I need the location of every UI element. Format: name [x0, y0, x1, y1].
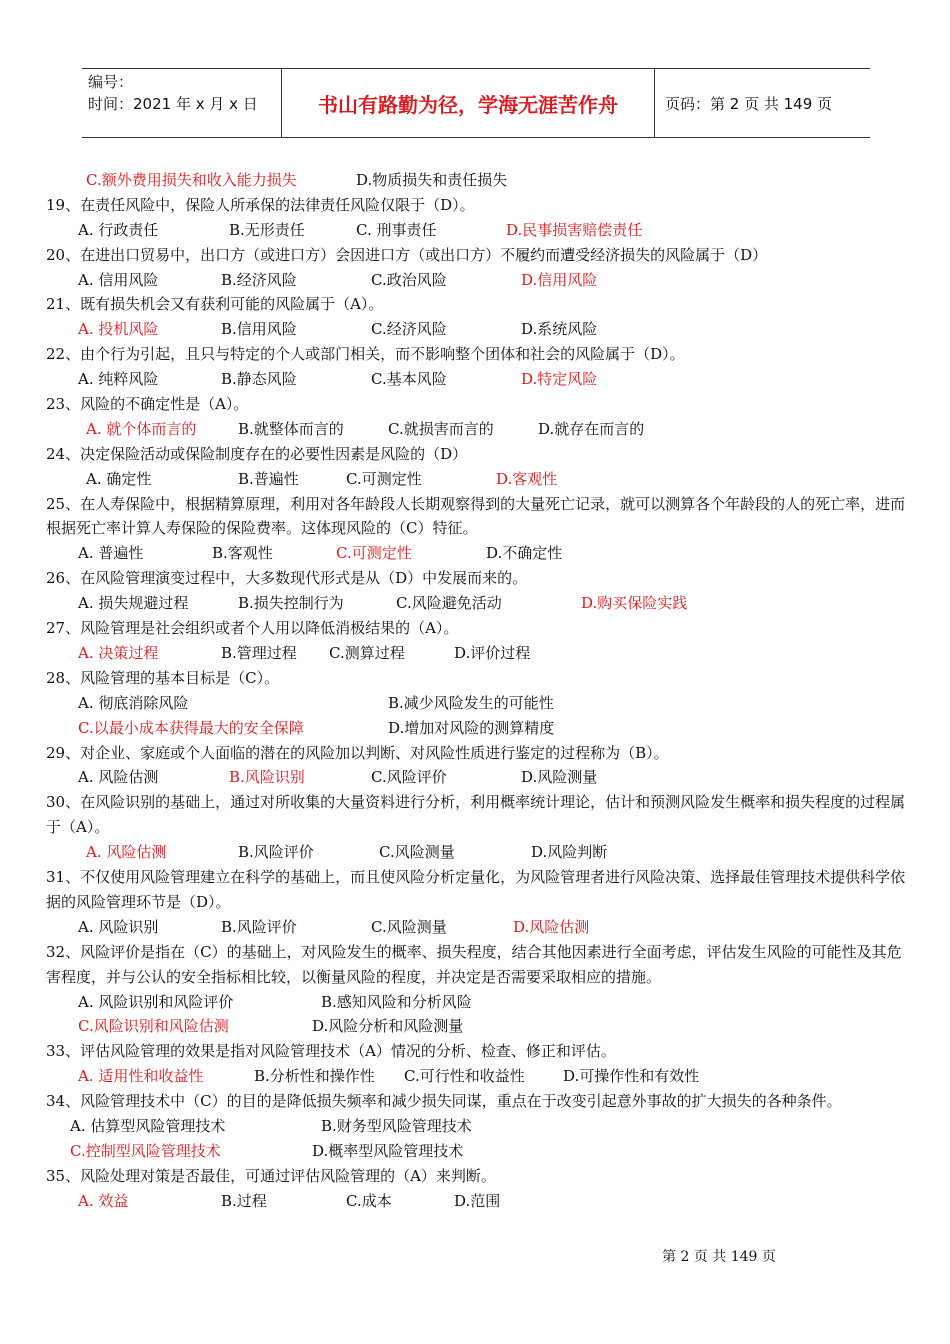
answer-option: A. 风险估测	[78, 768, 159, 787]
answer-option: A. 风险识别和风险评价	[78, 992, 234, 1011]
correct-answer-option: C.以最小成本获得最大的安全保障	[78, 718, 304, 737]
answer-option: B.风险评价	[221, 917, 297, 936]
number-label: 编号：	[88, 73, 134, 91]
answer-option: C.经济风险	[371, 320, 447, 339]
answer-option: B.管理过程	[221, 643, 297, 662]
answer-option: A. 纯粹风险	[78, 370, 159, 389]
answer-options-row	[46, 840, 908, 865]
answer-option: D.范围	[454, 1191, 501, 1210]
answer-option: C.可行性和收益性	[404, 1067, 525, 1086]
answer-option: D.风险测量	[521, 768, 598, 787]
answer-option: C.基本风险	[371, 370, 447, 389]
answer-options-row	[46, 1064, 908, 1089]
answer-options-row	[46, 765, 908, 790]
question-text: 26、在风险管理演变过程中，大多数现代形式是从（D）中发展而来的。	[46, 569, 528, 588]
answer-option: C.政治风险	[371, 270, 447, 289]
question-text: 35、风险处理对策是否最佳，可通过评估风险管理的（A）来判断。	[46, 1166, 496, 1185]
answer-option: C.可测定性	[346, 469, 422, 488]
answer-option: B.静态风险	[221, 370, 297, 389]
answer-option: D.不确定性	[486, 544, 563, 563]
correct-answer-option: A. 适用性和收益性	[78, 1067, 204, 1086]
answer-option: B.经济风险	[221, 270, 297, 289]
correct-answer-option: D.特定风险	[521, 370, 598, 389]
page-header	[82, 68, 870, 138]
answer-option: B.信用风险	[221, 320, 297, 339]
correct-answer-option: D.风险估测	[513, 917, 590, 936]
answer-options-row	[46, 541, 908, 566]
answer-options-row	[46, 716, 908, 741]
question-text: 22、由个行为引起，且只与特定的个人或部门相关，而不影响整个团体和社会的风险属于（D）。	[46, 345, 685, 364]
question-text: 32、风险评价是指在（C）的基础上，对风险发生的概率、损失程度，结合其他因素进行全面考虑，评估发生风险的可能性及其危害程度，并与公认的安全指标相比较，以衡量风险的程度，并决定是否需要采取相应的措施。	[46, 942, 902, 986]
answer-option: A. 行政责任	[78, 220, 159, 239]
answer-options-row	[46, 218, 908, 243]
correct-answer-option: A. 就个体而言的	[86, 419, 197, 438]
correct-answer-option: A. 风险估测	[86, 843, 167, 862]
correct-answer-option: C.可测定性	[336, 544, 412, 563]
question-text: 29、对企业、家庭或个人面临的潜在的风险加以判断、对风险性质进行鉴定的过程称为（B）。	[46, 743, 669, 762]
answer-option: B.就整体而言的	[238, 419, 344, 438]
answer-options-row	[46, 1014, 908, 1039]
answer-option: B.减少风险发生的可能性	[388, 693, 554, 712]
correct-answer-option: D.客观性	[496, 469, 558, 488]
question-text: 31、不仅使用风险管理建立在科学的基础上，而且使风险分析定量化，为风险管理者进行风险决策、选择最佳管理技术提供科学依据的风险管理环节是（D）。	[46, 868, 906, 911]
answer-options-row	[46, 467, 908, 492]
correct-answer-option: D.民事损害赔偿责任	[506, 220, 643, 239]
header-motto: 书山有路勤为径，学海无涯苦作舟	[282, 69, 655, 137]
answer-option: D.风险分析和风险测量	[312, 1017, 464, 1036]
answer-option: A. 确定性	[86, 469, 152, 488]
answer-options-row	[46, 915, 908, 940]
question-text: 34、风险管理技术中（C）的目的是降低损失频率和减少损失同谋，重点在于改变引起意外事故的扩大损失的各种条件。	[46, 1092, 842, 1111]
answer-option: D.就存在而言的	[538, 419, 645, 438]
correct-answer-option: A. 决策过程	[78, 643, 159, 662]
correct-answer-option: D.购买保险实践	[581, 594, 688, 613]
answer-option: B.财务型风险管理技术	[321, 1116, 472, 1135]
answer-option: C.风险测量	[371, 917, 447, 936]
answer-options-row	[46, 417, 908, 442]
answer-option: C.风险测量	[379, 843, 455, 862]
question-text: 19、在责任风险中，保险人所承保的法律责任风险仅限于（D）。	[46, 195, 475, 214]
answer-options-row	[46, 367, 908, 392]
answer-option: D.可操作性和有效性	[563, 1067, 700, 1086]
question-text: 23、风险的不确定性是（A）。	[46, 395, 249, 414]
answer-options-row	[46, 317, 908, 342]
answer-options-row	[46, 691, 908, 716]
correct-answer-option: C.风险识别和风险估测	[78, 1017, 229, 1036]
question-list	[46, 168, 908, 1214]
answer-option: C.测算过程	[329, 643, 405, 662]
answer-option: A. 损失规避过程	[78, 594, 189, 613]
header-page-label: 页码：第 2 页 共 149 页	[665, 94, 833, 113]
answer-option: D.评价过程	[454, 643, 531, 662]
answer-option: B.过程	[221, 1191, 267, 1210]
answer-option: B.风险评价	[238, 843, 314, 862]
answer-option: A. 估算型风险管理技术	[70, 1116, 226, 1135]
answer-options-row	[46, 641, 908, 666]
answer-option: D.系统风险	[521, 320, 598, 339]
answer-option: D.概率型风险管理技术	[312, 1141, 464, 1160]
answer-option: A. 风险识别	[78, 917, 159, 936]
answer-options-row	[46, 1189, 908, 1214]
answer-option: B.普遍性	[238, 469, 299, 488]
correct-answer-option: C.控制型风险管理技术	[70, 1141, 221, 1160]
answer-option: D.风险判断	[531, 843, 608, 862]
correct-answer-option: A. 投机风险	[78, 320, 159, 339]
question-text: 25、在人寿保险中，根据精算原理，利用对各年龄段人长期观察得到的大量死亡记录，就可以测算各个年龄段的人的死亡率，进而根据死亡率计算人寿保险的保险费率。这体现风险的（C）特征。	[46, 494, 906, 538]
question-text: 24、决定保险活动或保险制度存在的必要性因素是风险的（D）	[46, 444, 468, 463]
answer-option: B.感知风险和分析风险	[321, 992, 472, 1011]
correct-answer-option: A. 效益	[78, 1191, 129, 1210]
question-text: 30、在风险识别的基础上，通过对所收集的大量资料进行分析，利用概率统计理论，估计和预测风险发生概率和损失程度的过程属于（A）。	[46, 793, 906, 837]
answer-option: B.分析性和操作性	[254, 1067, 375, 1086]
answer-option: C.就损害而言的	[388, 419, 494, 438]
question-text: 28、风险管理的基本目标是（C）。	[46, 668, 280, 687]
answer-options-row	[46, 268, 908, 293]
question-text: 21、既有损失机会又有获利可能的风险属于（A）。	[46, 295, 384, 314]
answer-option: C.成本	[346, 1191, 392, 1210]
page-footer: 第 2 页 共 149 页	[662, 1249, 776, 1265]
answer-option: A. 彻底消除风险	[78, 693, 189, 712]
answer-option: D.增加对风险的测算精度	[388, 718, 555, 737]
date-label: 时间：2021 年 x 月 x 日	[88, 95, 258, 113]
answer-option: A. 普遍性	[78, 544, 144, 563]
answer-options-row	[46, 990, 908, 1015]
answer-option: B.损失控制行为	[238, 594, 344, 613]
question-text: 20、在进出口贸易中，出口方（或进口方）会因进口方（或出口方）不履约而遭受经济损失的风险属于（D）	[46, 245, 768, 264]
answer-option: C.风险避免活动	[396, 594, 502, 613]
answer-option: A. 信用风险	[78, 270, 159, 289]
answer-options-row	[46, 168, 908, 193]
answer-options-row	[46, 591, 908, 616]
question-text: 27、风险管理是社会组织或者个人用以降低消极结果的（A）。	[46, 619, 459, 638]
answer-option: C. 刑事责任	[356, 220, 437, 239]
header-meta	[82, 69, 282, 137]
answer-option: C.风险评价	[371, 768, 447, 787]
answer-option: B.客观性	[212, 544, 273, 563]
answer-option: B.无形责任	[229, 220, 305, 239]
answer-option: D.物质损失和责任损失	[356, 171, 508, 189]
question-text: 33、评估风险管理的效果是指对风险管理技术（A）情况的分析、检查、修正和评估。	[46, 1042, 616, 1061]
answer-options-row	[46, 1114, 908, 1139]
correct-answer-option: C.额外费用损失和收入能力损失	[86, 171, 297, 189]
correct-answer-option: D.信用风险	[521, 270, 598, 289]
correct-answer-option: B.风险识别	[229, 768, 305, 787]
answer-options-row	[46, 1139, 908, 1164]
